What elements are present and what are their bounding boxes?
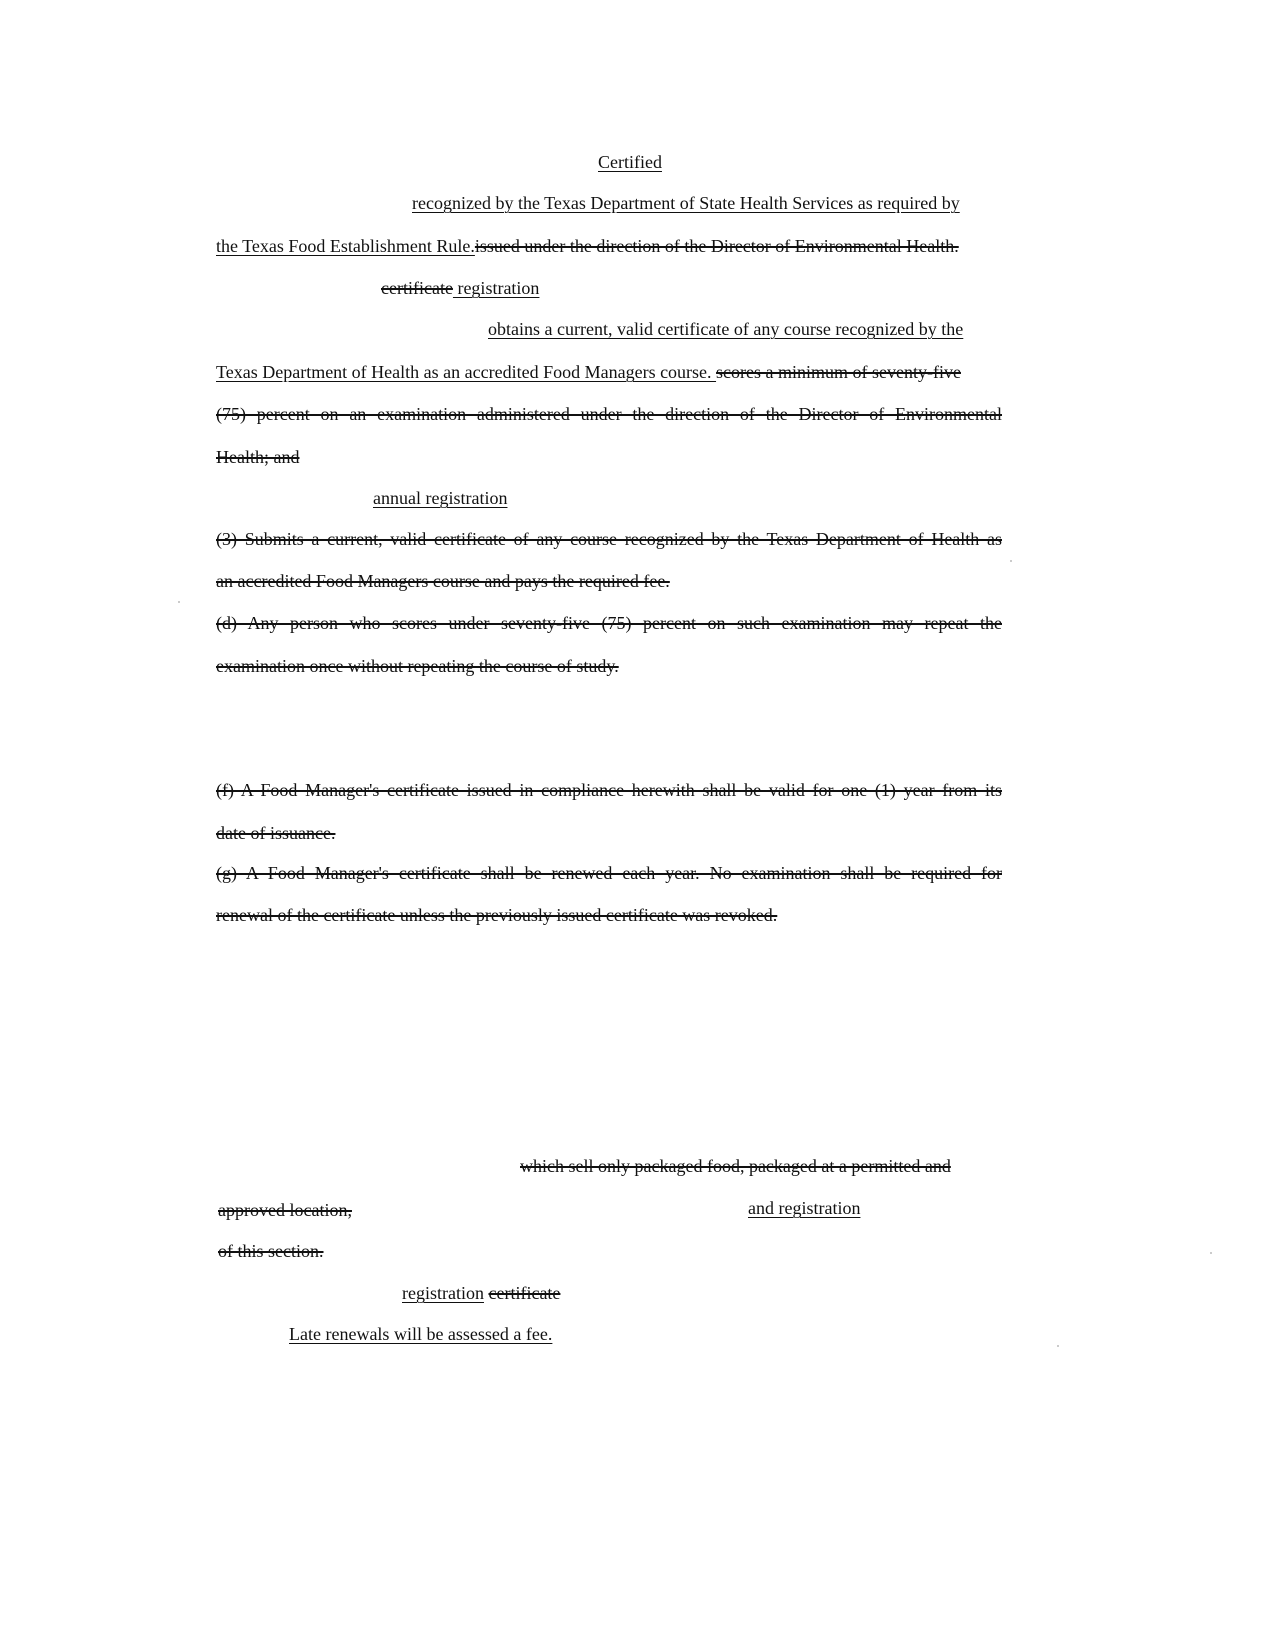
- inserted-text: the Texas Food Establishment Rule.: [216, 236, 475, 256]
- line-section-d-struck: [216, 612, 1002, 634]
- line-recognized: [412, 192, 960, 214]
- line-required-fee-struck: [216, 570, 670, 592]
- struck-text: scores a minimum of seventy-five: [716, 362, 961, 382]
- struck-text: certificate: [381, 278, 453, 298]
- line-date-of-issuance-struck: [216, 822, 335, 844]
- line-certificate-registration: [381, 277, 539, 299]
- line-annual-registration: [373, 487, 507, 509]
- scan-speck: [1210, 1252, 1212, 1254]
- inserted-text: registration: [452, 278, 540, 298]
- struck-text: (75) percent on an examination administered under the direction of the Director of Environmental: [216, 404, 1002, 424]
- scan-speck: [178, 601, 180, 603]
- line-obtains-certificate: [488, 318, 963, 340]
- struck-text: certificate: [488, 1283, 561, 1303]
- line-accredited-course: [216, 361, 961, 383]
- line-examination-once-struck: [216, 655, 619, 677]
- struck-text: (3) Submits a current, valid certificate of any course recognized by the Texas Department of Health as: [216, 529, 1002, 549]
- line-section-g-struck: [216, 862, 1002, 884]
- line-section-f-struck: [216, 779, 1002, 801]
- struck-text: Health; and: [216, 447, 300, 467]
- line-packaged-food-struck: [520, 1155, 951, 1177]
- struck-text: of this section.: [218, 1241, 324, 1261]
- struck-text: (f) A Food Manager's certificate issued in compliance herewith shall be valid for one (1) year from its: [216, 780, 1002, 800]
- inserted-text: registration: [402, 1283, 484, 1303]
- line-submits-struck: [216, 528, 1002, 550]
- struck-text: (d) Any person who scores under seventy-five (75) percent on such examination may repeat the: [216, 613, 1002, 633]
- inserted-text: Late renewals will be assessed a fee.: [289, 1324, 553, 1344]
- line-late-renewals: [289, 1323, 552, 1345]
- inserted-text: obtains a current, valid certificate of any course recognized by the: [488, 319, 964, 339]
- line-and-registration: [748, 1197, 860, 1219]
- inserted-text: and registration: [748, 1198, 861, 1218]
- line-food-establishment-rule: [216, 235, 959, 257]
- line-certified: [598, 151, 662, 173]
- scan-speck: [1010, 560, 1012, 562]
- inserted-text: recognized by the Texas Department of State Health Services as required by: [412, 193, 960, 213]
- struck-text: approved location,: [218, 1200, 352, 1220]
- line-approved-location-struck: [218, 1199, 352, 1221]
- inserted-text: annual registration: [373, 488, 508, 508]
- line-health-and-struck: [216, 446, 299, 468]
- scan-speck: [1057, 1345, 1059, 1347]
- struck-text: issued under the direction of the Director of Environmental Health.: [474, 236, 959, 256]
- line-examination-struck: [216, 403, 1002, 425]
- struck-text: (g) A Food Manager's certificate shall be renewed each year. No examination shall be required for: [216, 863, 1002, 883]
- struck-text: an accredited Food Managers course and pays the required fee.: [216, 571, 670, 591]
- inserted-text: Certified: [598, 152, 662, 172]
- struck-text: examination once without repeating the course of study.: [216, 656, 619, 676]
- struck-text: renewal of the certificate unless the previously issued certificate was revoked.: [216, 905, 778, 925]
- struck-text: date of issuance.: [216, 823, 336, 843]
- line-renewal-struck: [216, 904, 777, 926]
- inserted-text: Texas Department of Health as an accredited Food Managers course.: [216, 362, 717, 382]
- line-of-this-section-struck: [218, 1240, 324, 1262]
- struck-text: which sell only packaged food, packaged at a permitted and: [520, 1156, 951, 1176]
- line-registration-certificate: [402, 1282, 560, 1304]
